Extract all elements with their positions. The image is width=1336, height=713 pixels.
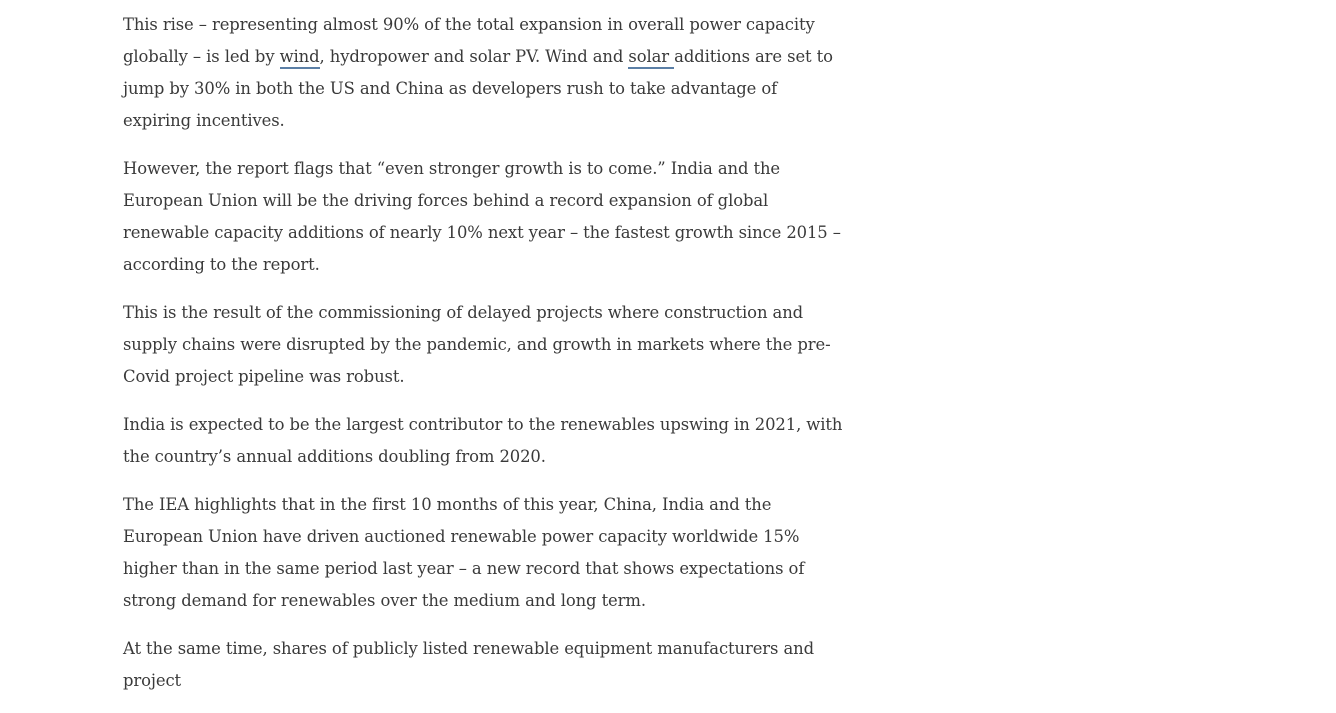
paragraph-1 <box>123 9 848 137</box>
paragraph-4: India is expected to be the largest contributor to the renewables upswing in 2021, with the country’s annual additions doubling from 2020. <box>123 415 843 466</box>
article-body <box>123 9 848 713</box>
paragraph-1-text-a: This rise – representing almost 90% of the total expansion in overall power capacity globally – is led by <box>123 15 815 66</box>
paragraph-6: At the same time, shares of publicly listed renewable equipment manufacturers and project <box>123 639 814 690</box>
paragraph-1-text-b: , hydropower and solar PV. Wind and <box>319 47 629 66</box>
solar-link[interactable]: solar <box>628 47 674 69</box>
paragraph-2: However, the report flags that “even stronger growth is to come.” India and the European Union will be the driving forces behind a record expansion of global renewable capacity additions of nearly 10% next year – the fastest growth since 2015 – according to the report. <box>123 159 841 274</box>
paragraph-1-text-c: additions are set to jump by 30% in both the US and China as developers rush to take advantage of expiring incentives. <box>123 47 833 130</box>
wind-link[interactable]: wind <box>280 47 320 69</box>
paragraph-3: This is the result of the commissioning of delayed projects where construction and supply chains were disrupted by the pandemic, and growth in markets where the pre-Covid project pipeline was robust. <box>123 303 831 386</box>
paragraph-5: The IEA highlights that in the first 10 months of this year, China, India and the European Union have driven auctioned renewable power capacity worldwide 15% higher than in the same period last year – a new record that shows expectations of strong demand for renewables over the medium and long term. <box>123 495 805 610</box>
